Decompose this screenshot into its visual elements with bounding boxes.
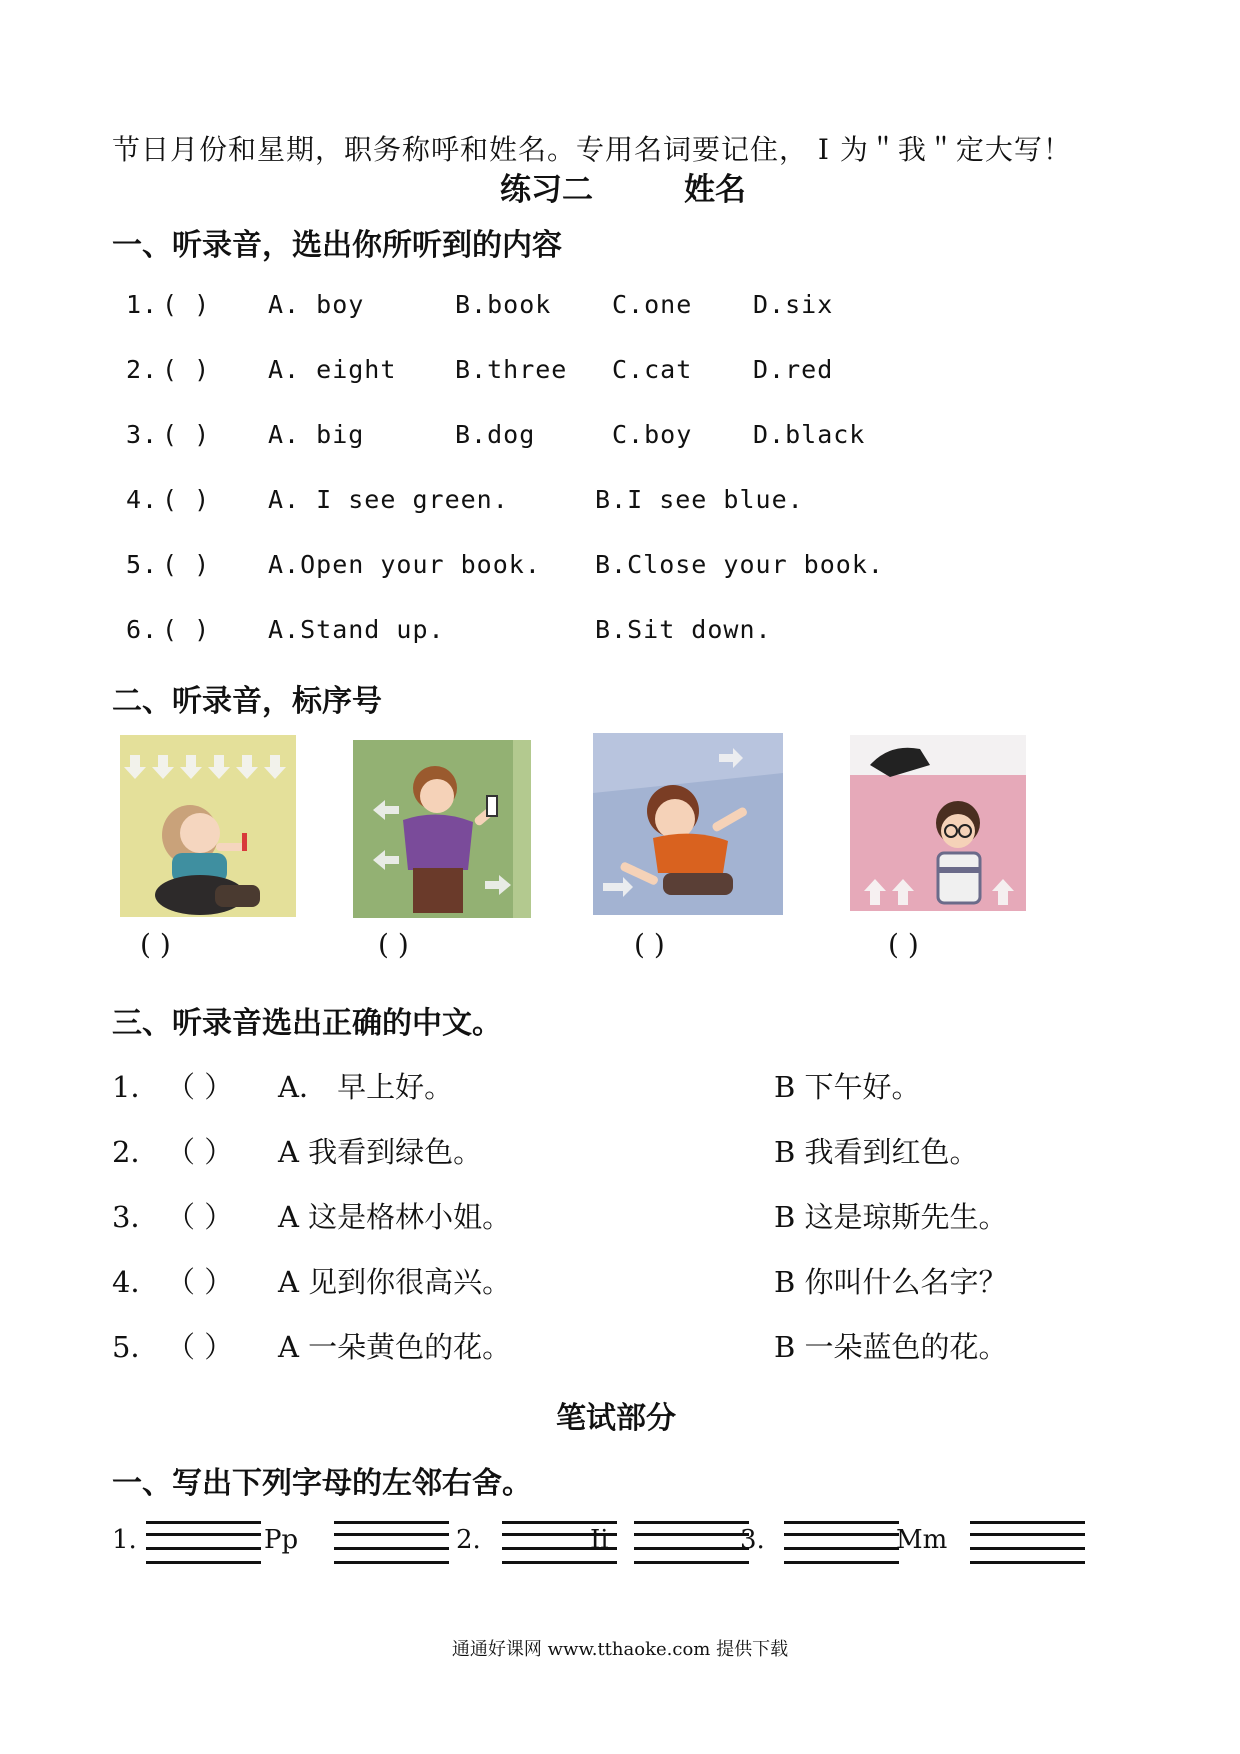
picture-answer-paren[interactable]: ( ) bbox=[634, 928, 665, 961]
four-line-blank[interactable] bbox=[334, 1521, 449, 1565]
footer-credit: 通通好课网 www.tthaoke.com 提供下载 bbox=[451, 1639, 789, 1660]
s1-option-d: D.six bbox=[753, 290, 834, 319]
four-line-blank[interactable] bbox=[784, 1521, 899, 1565]
section3-heading: 三、听录音选出正确的中文。 bbox=[112, 1006, 502, 1041]
four-line-blank[interactable] bbox=[146, 1521, 261, 1565]
s3-item-number: 5． bbox=[112, 1330, 160, 1364]
s1-option-b: B.Sit down. bbox=[595, 615, 772, 644]
s1-option-b: B.three bbox=[455, 355, 568, 384]
s3-answer-paren[interactable]: （ ） bbox=[166, 1330, 234, 1364]
letter-item-number: 1. bbox=[112, 1525, 137, 1555]
s3-answer-paren[interactable]: （ ） bbox=[166, 1265, 234, 1299]
s3-option-a: A 见到你很高兴。 bbox=[278, 1265, 512, 1299]
four-line-blank[interactable] bbox=[970, 1521, 1085, 1565]
s3-item-number: 4． bbox=[112, 1265, 160, 1299]
s1-option-d: D.red bbox=[753, 355, 834, 384]
picture-answer-paren[interactable]: ( ) bbox=[140, 928, 171, 961]
s3-answer-paren[interactable]: （ ） bbox=[166, 1070, 234, 1104]
name-label: 姓名 bbox=[684, 172, 746, 208]
s1-answer-paren[interactable]: ( ) bbox=[162, 420, 211, 449]
letter-item-number: 3. bbox=[740, 1525, 765, 1555]
s1-option-c: C.cat bbox=[612, 355, 693, 384]
section2-heading: 二、听录音，标序号 bbox=[112, 684, 382, 719]
letter-given: Mm bbox=[896, 1525, 948, 1555]
s1-option-a: A. boy bbox=[268, 290, 365, 319]
s1-item-number: 3. bbox=[126, 420, 159, 449]
s1-option-c: C.one bbox=[612, 290, 693, 319]
section1-heading: 一、听录音，选出你所听到的内容 bbox=[112, 228, 562, 263]
s3-item-number: 3． bbox=[112, 1200, 160, 1234]
s3-answer-paren[interactable]: （ ） bbox=[166, 1200, 234, 1234]
s3-option-a: A． 早上好。 bbox=[278, 1070, 454, 1104]
s3-item-number: 1． bbox=[112, 1070, 160, 1104]
s1-option-a: A. big bbox=[268, 420, 365, 449]
exercise-title: 练习二 bbox=[500, 172, 593, 208]
s1-answer-paren[interactable]: ( ) bbox=[162, 290, 211, 319]
s1-item-number: 1. bbox=[126, 290, 159, 319]
s1-answer-paren[interactable]: ( ) bbox=[162, 615, 211, 644]
s3-item-number: 2． bbox=[112, 1135, 160, 1169]
girl-touching-floor-icon bbox=[593, 733, 783, 915]
s1-option-c: C.boy bbox=[612, 420, 693, 449]
s3-option-a: A 我看到绿色。 bbox=[278, 1135, 483, 1169]
letter-item-number: 2. bbox=[456, 1525, 481, 1555]
s1-answer-paren[interactable]: ( ) bbox=[162, 355, 211, 384]
s3-option-b: B 一朵蓝色的花。 bbox=[774, 1330, 1008, 1364]
four-line-blank[interactable] bbox=[634, 1521, 749, 1565]
written-section1-heading: 一、写出下列字母的左邻右舍。 bbox=[112, 1466, 532, 1501]
boy-turning-around-icon bbox=[353, 740, 531, 918]
s3-option-b: B 下午好。 bbox=[774, 1070, 921, 1104]
s1-option-a: A.Open your book. bbox=[268, 550, 541, 579]
picture-answer-paren[interactable]: ( ) bbox=[378, 928, 409, 961]
s1-answer-paren[interactable]: ( ) bbox=[162, 550, 211, 579]
picture-answer-paren[interactable]: ( ) bbox=[888, 928, 919, 961]
s1-option-b: B.book bbox=[455, 290, 552, 319]
s3-option-b: B 我看到红色。 bbox=[774, 1135, 979, 1169]
s1-option-a: A. I see green. bbox=[268, 485, 509, 514]
s1-item-number: 6. bbox=[126, 615, 159, 644]
letter-given: Ii bbox=[590, 1525, 609, 1555]
header-note: 节日月份和星期，职务称呼和姓名。专用名词要记住， I 为＂我＂定大写！ bbox=[112, 133, 1072, 166]
boy-standing-up-icon bbox=[850, 735, 1026, 911]
s1-item-number: 5. bbox=[126, 550, 159, 579]
s1-item-number: 2. bbox=[126, 355, 159, 384]
s1-option-a: A.Stand up. bbox=[268, 615, 445, 644]
s3-option-a: A 这是格林小姐。 bbox=[278, 1200, 512, 1234]
s1-item-number: 4. bbox=[126, 485, 159, 514]
s1-option-a: A. eight bbox=[268, 355, 397, 384]
s1-option-b: B.I see blue. bbox=[595, 485, 804, 514]
s1-option-d: D.black bbox=[753, 420, 866, 449]
s1-option-b: B.Close your book. bbox=[595, 550, 884, 579]
s3-option-b: B 你叫什么名字？ bbox=[774, 1265, 1008, 1299]
s3-answer-paren[interactable]: （ ） bbox=[166, 1135, 234, 1169]
girl-sitting-down-icon bbox=[120, 735, 296, 917]
written-part-title: 笔试部分 bbox=[556, 1401, 676, 1436]
s3-option-a: A 一朵黄色的花。 bbox=[278, 1330, 512, 1364]
s1-answer-paren[interactable]: ( ) bbox=[162, 485, 211, 514]
s3-option-b: B 这是琼斯先生。 bbox=[774, 1200, 1008, 1234]
s1-option-b: B.dog bbox=[455, 420, 536, 449]
letter-given: Pp bbox=[264, 1525, 299, 1555]
